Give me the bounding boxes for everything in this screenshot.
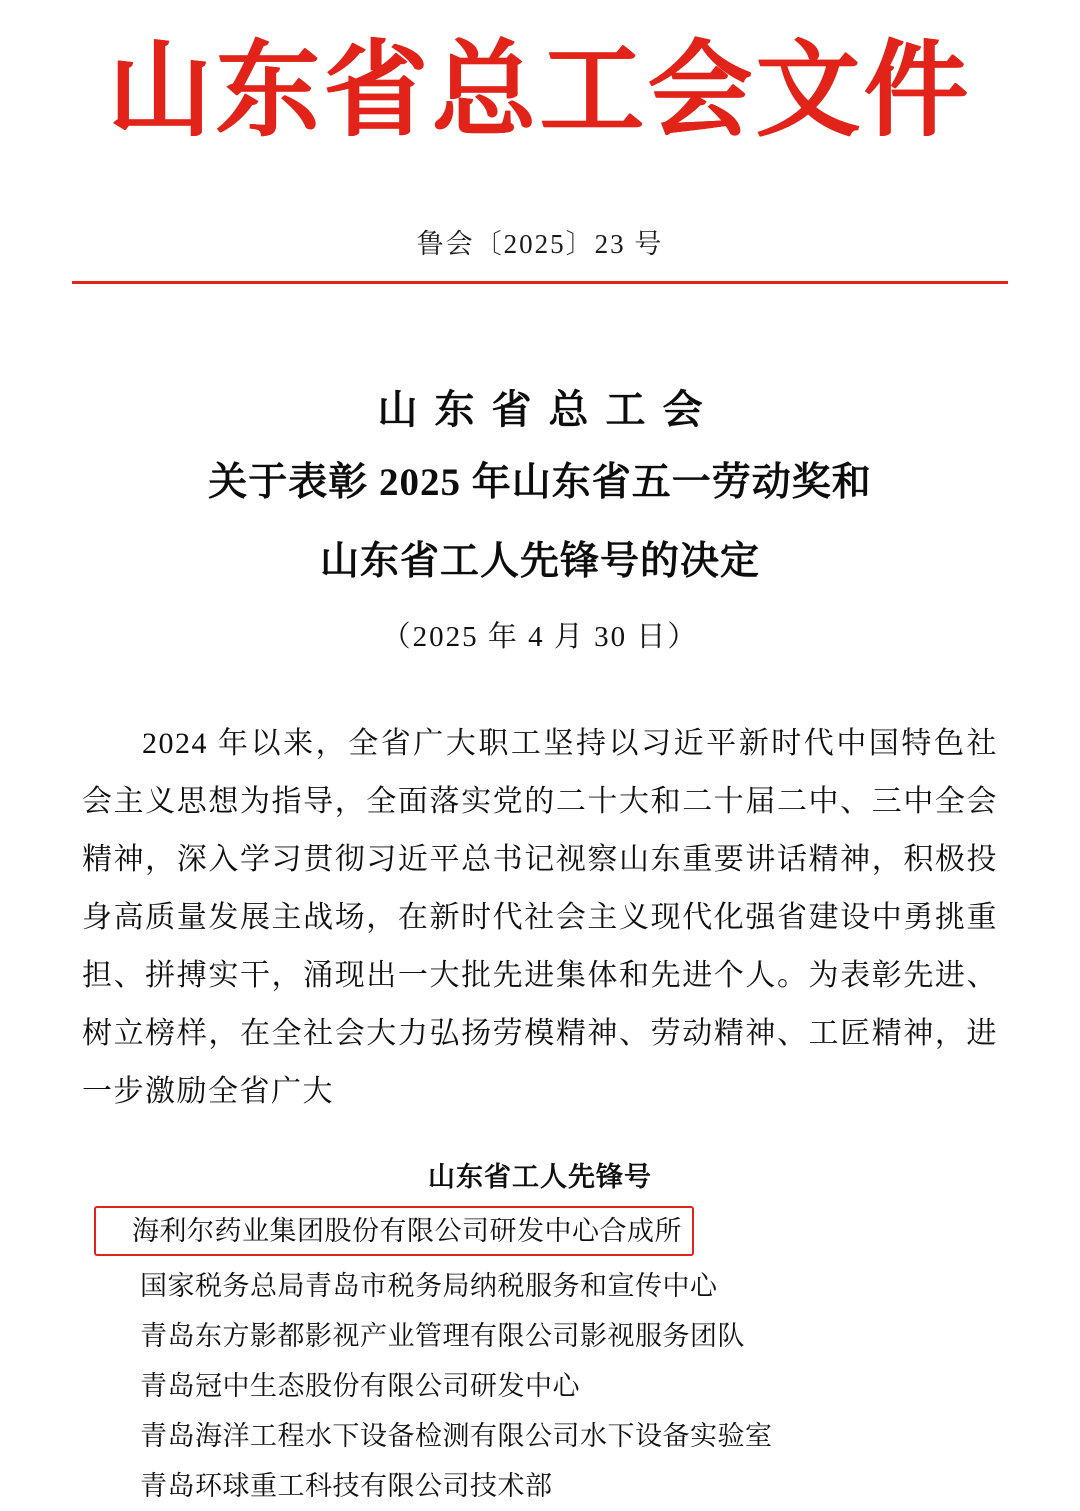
list-item: 青岛环球重工科技有限公司技术部 xyxy=(140,1471,553,1502)
issuing-organization: 山东省总工会 xyxy=(377,387,720,433)
list-item-row xyxy=(104,1206,976,1261)
masthead-title: 山东省总工会文件 xyxy=(107,34,972,149)
list-item: 青岛东方影都影视产业管理有限公司影视服务团队 xyxy=(140,1321,745,1352)
masthead xyxy=(72,0,1008,150)
red-divider-rule xyxy=(72,281,1008,284)
document-date: （2025 年 4 月 30 日） xyxy=(381,621,699,654)
document-number: 鲁会〔2025〕23 号 xyxy=(416,229,664,260)
award-item-highlighted: 海利尔药业集团股份有限公司研发中心合成所 xyxy=(94,1206,694,1256)
award-section xyxy=(72,1155,1008,1511)
award-section-heading: 山东省工人先锋号 xyxy=(428,1162,652,1193)
title-block xyxy=(72,378,1008,655)
document-subject-line-2: 山东省工人先锋号的决定 xyxy=(319,539,760,583)
body-paragraph: 2024 年以来，全省广大职工坚持以习近平新时代中国特色社会主义思想为指导，全面落实党的二十大和二十届二中、三中全会精神，深入学习贯彻习近平总书记视察山东重要讲话精神，积极投身高质量发展主战场，在新时代社会主义现代化强省建设中勇挑重担、拼搏实干，涌现出一大批先进集体和先进个人。为表彰先进、树立榜样，在全社会大力弘扬劳模精神、劳动精神、工匠精神，进一步激励全省广大 xyxy=(82,727,998,1109)
list-item: 青岛海洋工程水下设备检测有限公司水下设备实验室 xyxy=(140,1421,773,1452)
body-text xyxy=(72,715,1008,1121)
award-list xyxy=(104,1206,976,1511)
list-item: 国家税务总局青岛市税务局纳税服务和宣传中心 xyxy=(140,1271,718,1302)
list-item: 青岛冠中生态股份有限公司研发中心 xyxy=(140,1371,580,1402)
document-subject-line-1: 关于表彰 2025 年山东省五一劳动奖和 xyxy=(208,461,872,505)
